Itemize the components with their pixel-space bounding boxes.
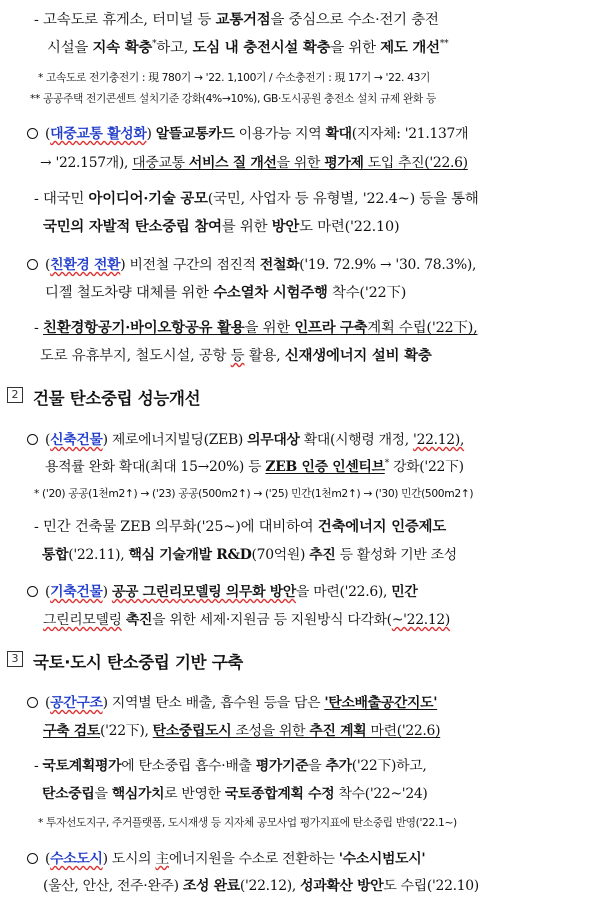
text-run: 아이디어·기술 공모 [88, 190, 208, 207]
text-run: ( [45, 851, 51, 867]
text-run: (70억원) [251, 547, 310, 563]
text-run: 핵심 기술개발 R&D [128, 547, 252, 563]
text-run: 디젤 철도차량 대체를 위한 [45, 285, 214, 301]
section-title: 건물 탄소중립 성능개선 [33, 389, 201, 408]
text-run: 탄소중립 [42, 786, 95, 802]
text-line [42, 782, 428, 802]
text-line [47, 36, 448, 57]
text-run: - 민간 건축물 ZEB 의무화('25~)에 대비하여 [34, 519, 318, 535]
section-title: 국토·도시 탄소중립 기반 구축 [33, 653, 243, 672]
text-run: ( [45, 695, 51, 711]
text-run: 그린리모델링 [43, 612, 122, 628]
text-run: ( [45, 257, 51, 273]
text-run: 에 탄소중립 흡수·배출 [121, 758, 256, 774]
text-run: 공공 그린리모델링 의무화 방안 [111, 584, 297, 600]
text-line [34, 316, 478, 337]
circle-bullet-icon [27, 128, 38, 139]
footnote: * 고속도로 전기충전기 : 現 780기 → '22. 1,100기 / 수소충전기 : 現 17기 → '22. 43기 [38, 71, 430, 84]
text-run: 교통거점 [215, 11, 271, 28]
text-run: 지속 확충 [92, 39, 153, 56]
text-run: ( [45, 584, 51, 600]
text-run: ZEB 인증 인센티브 [265, 459, 385, 475]
section-number-box: 3 [7, 651, 23, 667]
text-run: * [384, 458, 389, 469]
text-run: 평가기준 [255, 758, 309, 774]
text-run: 등 [230, 348, 245, 364]
text-line [45, 428, 464, 448]
text-run: 공간구조 [50, 695, 103, 711]
text-run: '22.12), [413, 432, 465, 448]
text-run: 마련('22.6) [366, 723, 441, 739]
text-run: 조성 완료 [182, 878, 240, 894]
text-run: 착수('22下) [327, 285, 407, 301]
text-run: ('22.11), [68, 547, 129, 563]
text-line [45, 455, 464, 475]
circle-bullet-icon [27, 259, 38, 270]
text-run: 신재생에너지 설비 확충 [284, 347, 432, 364]
text-run: ) [146, 126, 156, 142]
circle-bullet-icon [27, 586, 38, 597]
text-run: 국민의 자발적 탄소중립 참여 [43, 218, 222, 235]
text-line [43, 215, 399, 236]
text-run: 확대 [325, 126, 352, 142]
circle-bullet-icon [27, 434, 38, 445]
text-run: 활용, [244, 348, 285, 364]
text-run: 서비스 질 개선 [188, 155, 277, 171]
text-run: 인프라 [294, 319, 336, 336]
text-run: 강화('22下) [388, 459, 464, 475]
text-run: * [152, 39, 157, 50]
text-run: - 고속도로 휴게소, 터미널 등 [34, 12, 216, 28]
text-run: 친환경 전환 [50, 257, 121, 273]
text-run: (국민, 사업자 등 유형별, '22.4~) 등을 통해 [207, 191, 479, 207]
text-run: 을 위한 [244, 320, 295, 336]
text-run: → '22.157개), [40, 155, 133, 171]
text-run: 기축건물 [50, 584, 103, 600]
text-run: 등 활성화 기반 조성 [335, 547, 457, 563]
text-run: 착수('22~'24) [334, 786, 428, 802]
text-run: 촉진 [125, 612, 153, 628]
text-run: ) 도시의 [102, 851, 156, 867]
text-run: - [34, 320, 44, 336]
text-run: 방안 [271, 218, 300, 235]
text-run: ** [439, 39, 449, 50]
text-line [43, 608, 450, 628]
text-line [45, 580, 417, 600]
text-run: 구축 [339, 319, 368, 336]
footnote: ** 공공주택 전기콘센트 설치기준 강화(4%→10%), GB·도시공원 충전소 설치 규제 완화 등 [30, 92, 436, 105]
text-line [43, 874, 479, 894]
text-run: ('19. 72.9% → '30. 78.3%), [299, 257, 477, 273]
text-run: 구축 검토 [43, 723, 101, 739]
text-line [34, 8, 439, 29]
text-run: 도심 내 충전시설 확충 [192, 39, 331, 56]
footnote: * ('20) 공공(1천m2↑) → ('23) 공공(500m2↑) → ('25) 민간(1천m2↑) → ('30) 민간(500m2↑) [34, 487, 474, 500]
text-run: ) 지역별 탄소 배출, 흡수원 등을 담은 [102, 695, 325, 711]
text-line [34, 187, 479, 208]
text-run: 에너지원을 수소로 전환하는 [168, 851, 339, 867]
text-run: 도입 추진('22.6) [363, 155, 468, 171]
text-run: ( [45, 432, 51, 448]
text-run: 국토종합계획 수정 [224, 786, 335, 802]
text-line [45, 281, 406, 302]
text-line [34, 515, 446, 536]
text-run: 수소열차 시험주행 [213, 284, 328, 301]
circle-bullet-icon [27, 853, 38, 864]
text-run: '수소시범도시' [338, 851, 426, 867]
text-run: 을 [308, 758, 326, 774]
text-run: 을 [94, 786, 112, 802]
section-number-box: 2 [7, 387, 23, 403]
text-run: (울산, 안산, 전주·완주) [43, 878, 183, 894]
text-run: 수소도시 [50, 851, 103, 867]
text-run: 도 수립('22.10) [383, 878, 479, 894]
text-run: ) 제로에너지빌딩(ZEB) [102, 432, 248, 448]
text-run: 친환경항공기·바이오항공유 활용 [43, 319, 245, 336]
text-run: - [34, 758, 43, 774]
footnote: * 투자선도지구, 주거플랫폼, 도시재생 등 지자체 공모사업 평가지표에 탄소중립 반영('22.1~) [38, 816, 457, 829]
text-line [45, 122, 468, 142]
text-run: '탄소배출공간지도' [324, 695, 438, 711]
text-run: 전철화 [259, 257, 300, 273]
text-run: 탄소중립도시 [152, 723, 232, 739]
text-run: 알뜰교통카드 [155, 126, 235, 142]
text-line [42, 543, 457, 563]
text-run: 추가 [325, 758, 352, 774]
text-run: 을 마련('22.6), [296, 584, 392, 600]
text-run: ( [45, 126, 51, 142]
text-run: 을 위한 [330, 40, 381, 56]
text-line [40, 344, 432, 365]
text-run: ) [102, 584, 112, 600]
text-run: 하고, [156, 40, 193, 56]
text-line [45, 691, 437, 711]
text-run: 조성을 위한 [231, 723, 310, 739]
text-run: 대중교통 [132, 155, 189, 171]
text-run: 主 [155, 851, 169, 867]
text-run: 핵심가치 [111, 786, 165, 802]
text-run: 대중교통 활성화 [50, 126, 147, 142]
text-run: ('22.12), [239, 878, 301, 894]
text-run: 평가제 [324, 155, 364, 171]
text-run: 통합 [42, 547, 69, 563]
text-run: 신축건물 [50, 432, 103, 448]
text-run: ) 비전철 구간의 점진적 [120, 257, 260, 273]
text-run: 용적률 완화 확대(최대 15→20%) 등 [45, 459, 266, 475]
text-run: 도로 유휴부지, 철도시설, 공항 [40, 348, 231, 364]
text-run: 확대(시행령 개정, [299, 432, 414, 448]
text-run: ~'22.12) [391, 612, 451, 628]
text-run: ('22下), [100, 723, 153, 739]
text-run: 로 반영한 [164, 786, 225, 802]
text-line [34, 754, 427, 774]
text-run: 계획 수립('22下), [367, 320, 478, 336]
text-run: 를 위한 [221, 219, 272, 235]
text-run: ('22下)하고, [351, 758, 427, 774]
text-line [43, 719, 440, 739]
text-run: 추진 [309, 547, 336, 563]
text-run: 민간 [391, 584, 418, 600]
text-run: - 대국민 [34, 191, 89, 207]
text-run: 국토계획평가 [42, 758, 122, 774]
text-run: 을 위한 세제·지원금 등 지원방식 다각화( [152, 612, 392, 628]
text-run: 을 위한 [276, 155, 325, 171]
text-run: 제도 개선 [380, 39, 440, 56]
text-run: 이용가능 지역 [234, 126, 326, 142]
text-run: 의무대상 [247, 432, 300, 448]
text-run: 도 마련('22.10) [299, 219, 400, 235]
text-run: 을 중심으로 수소·전기 충전 [270, 12, 439, 28]
text-line [45, 847, 425, 867]
text-run: 추진 계획 [309, 723, 367, 739]
text-line [40, 151, 468, 171]
text-line [45, 253, 476, 273]
text-run: 건축에너지 인증제도 [317, 518, 446, 535]
text-run: 성과확산 방안 [300, 878, 384, 894]
text-run: (지자체: '21.137개 [351, 126, 469, 142]
circle-bullet-icon [27, 697, 38, 708]
text-run: 시설을 [47, 40, 93, 56]
